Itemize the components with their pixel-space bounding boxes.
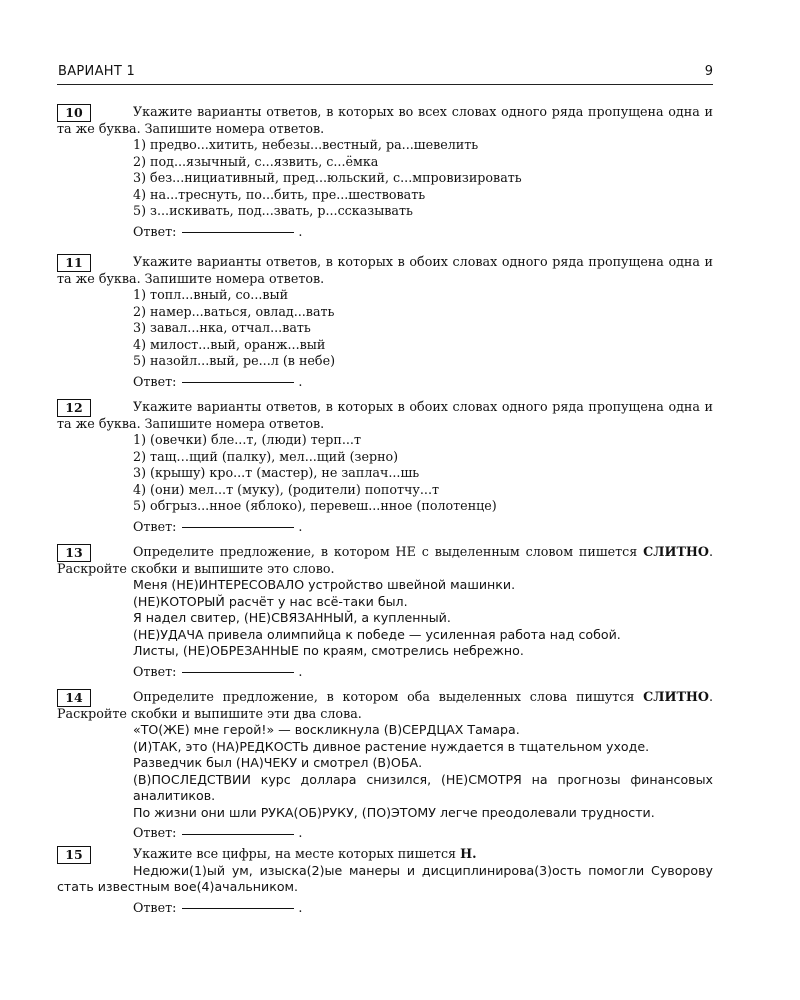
- option-item: 3) завал...нка, отчал...вать: [133, 320, 311, 335]
- answer-row: Ответ: .: [133, 825, 303, 840]
- answer-line[interactable]: [182, 381, 294, 383]
- task-number-box: 15: [57, 846, 91, 864]
- options-list: [133, 577, 713, 660]
- options-list: [133, 432, 713, 515]
- option-item: Листы, (НЕ)ОБРЕЗАННЫЕ по краям, смотрелись небрежно.: [133, 643, 524, 658]
- answer-line[interactable]: [182, 671, 294, 673]
- task-number-box: 11: [57, 254, 91, 272]
- option-item: (НЕ)УДАЧА привела олимпийца к победе — усиленная работа над собой.: [133, 626, 621, 642]
- task-13: [57, 544, 713, 680]
- task-stem: [57, 544, 713, 577]
- option-item: Я надел свитер, (НЕ)СВЯЗАННЫЙ, а купленный.: [133, 610, 451, 625]
- answer-row: Ответ: .: [133, 223, 303, 239]
- answer-line[interactable]: [182, 526, 294, 528]
- task-stem: [57, 689, 713, 722]
- page-number: 9: [704, 64, 713, 79]
- answer-label: Ответ:: [133, 825, 177, 840]
- task-number-box: 12: [57, 399, 91, 417]
- option-item: 3) (крышу) кро...т (мастер), не заплач...шь: [133, 465, 420, 480]
- options-list: [133, 287, 713, 370]
- task-stem: [57, 846, 713, 863]
- answer-label: Ответ:: [133, 663, 177, 679]
- option-item: Разведчик был (НА)ЧЕКУ и смотрел (В)ОБА.: [133, 755, 423, 770]
- options-list: [133, 137, 713, 220]
- option-item: 3) без...нициативный, пред...юльский, с...мпровизировать: [133, 170, 522, 185]
- option-item: 2) тащ…щий (палку), мел...щий (зерно): [133, 448, 399, 464]
- answer-label: Ответ:: [133, 899, 177, 915]
- task-number-box: 14: [57, 689, 91, 707]
- task-number-box: 10: [57, 104, 91, 122]
- variant-label: ВАРИАНТ 1: [58, 64, 136, 79]
- task-number-box: 13: [57, 544, 91, 562]
- task-sentence: Недюжи(1)ый ум, изыска(2)ые манеры и дисциплинирова(3)ость помогли Суворову стать известным вое(4)ачальником.: [57, 862, 713, 894]
- task-10: [57, 104, 713, 240]
- answer-row: Ответ: .: [133, 518, 303, 534]
- option-item: По жизни они шли РУКА(ОБ)РУКУ, (ПО)ЭТОМУ легче преодолевали трудности.: [133, 804, 655, 820]
- task-15: [57, 846, 713, 916]
- option-item: (В)ПОСЛЕДСТВИИ курс доллара снизился, (НЕ)СМОТРЯ на прогнозы финансовых аналитиков.: [133, 771, 713, 803]
- option-item: 1) топл...вный, со...вый: [133, 287, 289, 302]
- option-item: Меня (НЕ)ИНТЕРЕСОВАЛО устройство швейной машинки.: [133, 577, 516, 592]
- page-header: [57, 62, 713, 85]
- answer-line[interactable]: [182, 907, 294, 909]
- task-stem: Укажите варианты ответов, в которых в обоих словах одного ряда пропущена одна и та же буква. Запишите номера ответов.: [57, 254, 713, 286]
- option-item: 1) предво...хитить, небезы...вестный, ра...шевелить: [133, 137, 479, 152]
- answer-row: Ответ: .: [133, 373, 303, 389]
- option-item: 2) намер...ваться, овлад...вать: [133, 303, 335, 319]
- answer-row: Ответ: .: [133, 899, 303, 915]
- option-item: 5) назойл...вый, ре...л (в небе): [133, 353, 336, 368]
- option-item: 1) (овечки) бле...т, (люди) терп...т: [133, 432, 361, 447]
- task-stem: Укажите варианты ответов, в которых в обоих словах одного ряда пропущена одна и та же буква. Запишите номера ответов.: [57, 399, 713, 431]
- stem-text: Укажите все цифры, на месте которых пишется: [133, 846, 461, 861]
- option-item: 4) на...треснуть, по...бить, пре...шествовать: [133, 186, 426, 202]
- answer-label: Ответ:: [133, 373, 177, 389]
- stem-text: Определите предложение, в котором НЕ с выделенным словом пишется: [133, 544, 644, 559]
- option-item: «ТО(ЖЕ) мне герой!» — воскликнула (В)СЕРДЦАХ Тамара.: [133, 722, 520, 737]
- option-item: 5) з...искивать, под...звать, р...ссказывать: [133, 203, 413, 218]
- stem-emphasis: Н.: [460, 846, 477, 861]
- stem-text: . Раскройте скобки и выпишите это слово.: [57, 544, 713, 576]
- option-item: 4) милост...вый, оранж...вый: [133, 336, 326, 352]
- answer-label: Ответ:: [133, 518, 177, 534]
- answer-line[interactable]: [182, 833, 294, 835]
- task-stem: Укажите варианты ответов, в которых во всех словах одного ряда пропущена одна и та же буква. Запишите номера ответов.: [57, 104, 713, 136]
- task-14: [57, 689, 713, 842]
- option-item: (НЕ)КОТОРЫЙ расчёт у нас всё-таки был.: [133, 593, 408, 609]
- option-item: 2) под...язычный, с...язвить, с...ёмка: [133, 153, 379, 169]
- stem-text: . Раскройте скобки и выпишите эти два слова.: [57, 689, 713, 721]
- option-item: (И)ТАК, это (НА)РЕДКОСТЬ дивное растение нуждается в тщательном уходе.: [133, 738, 650, 754]
- stem-emphasis: СЛИТНО: [643, 544, 709, 559]
- options-list: [133, 722, 713, 821]
- answer-label: Ответ:: [133, 223, 177, 239]
- stem-text: Определите предложение, в котором оба выделенных слова пишутся: [133, 689, 644, 704]
- answer-line[interactable]: [182, 231, 294, 233]
- stem-emphasis: СЛИТНО: [643, 689, 709, 704]
- task-11: [57, 254, 713, 390]
- answer-row: Ответ: .: [133, 663, 303, 679]
- option-item: 4) (они) мел...т (муку), (родители) попотчу...т: [133, 481, 440, 497]
- task-12: [57, 399, 713, 535]
- option-item: 5) обгрыз...нное (яблоко), перевеш...нное (полотенце): [133, 498, 497, 513]
